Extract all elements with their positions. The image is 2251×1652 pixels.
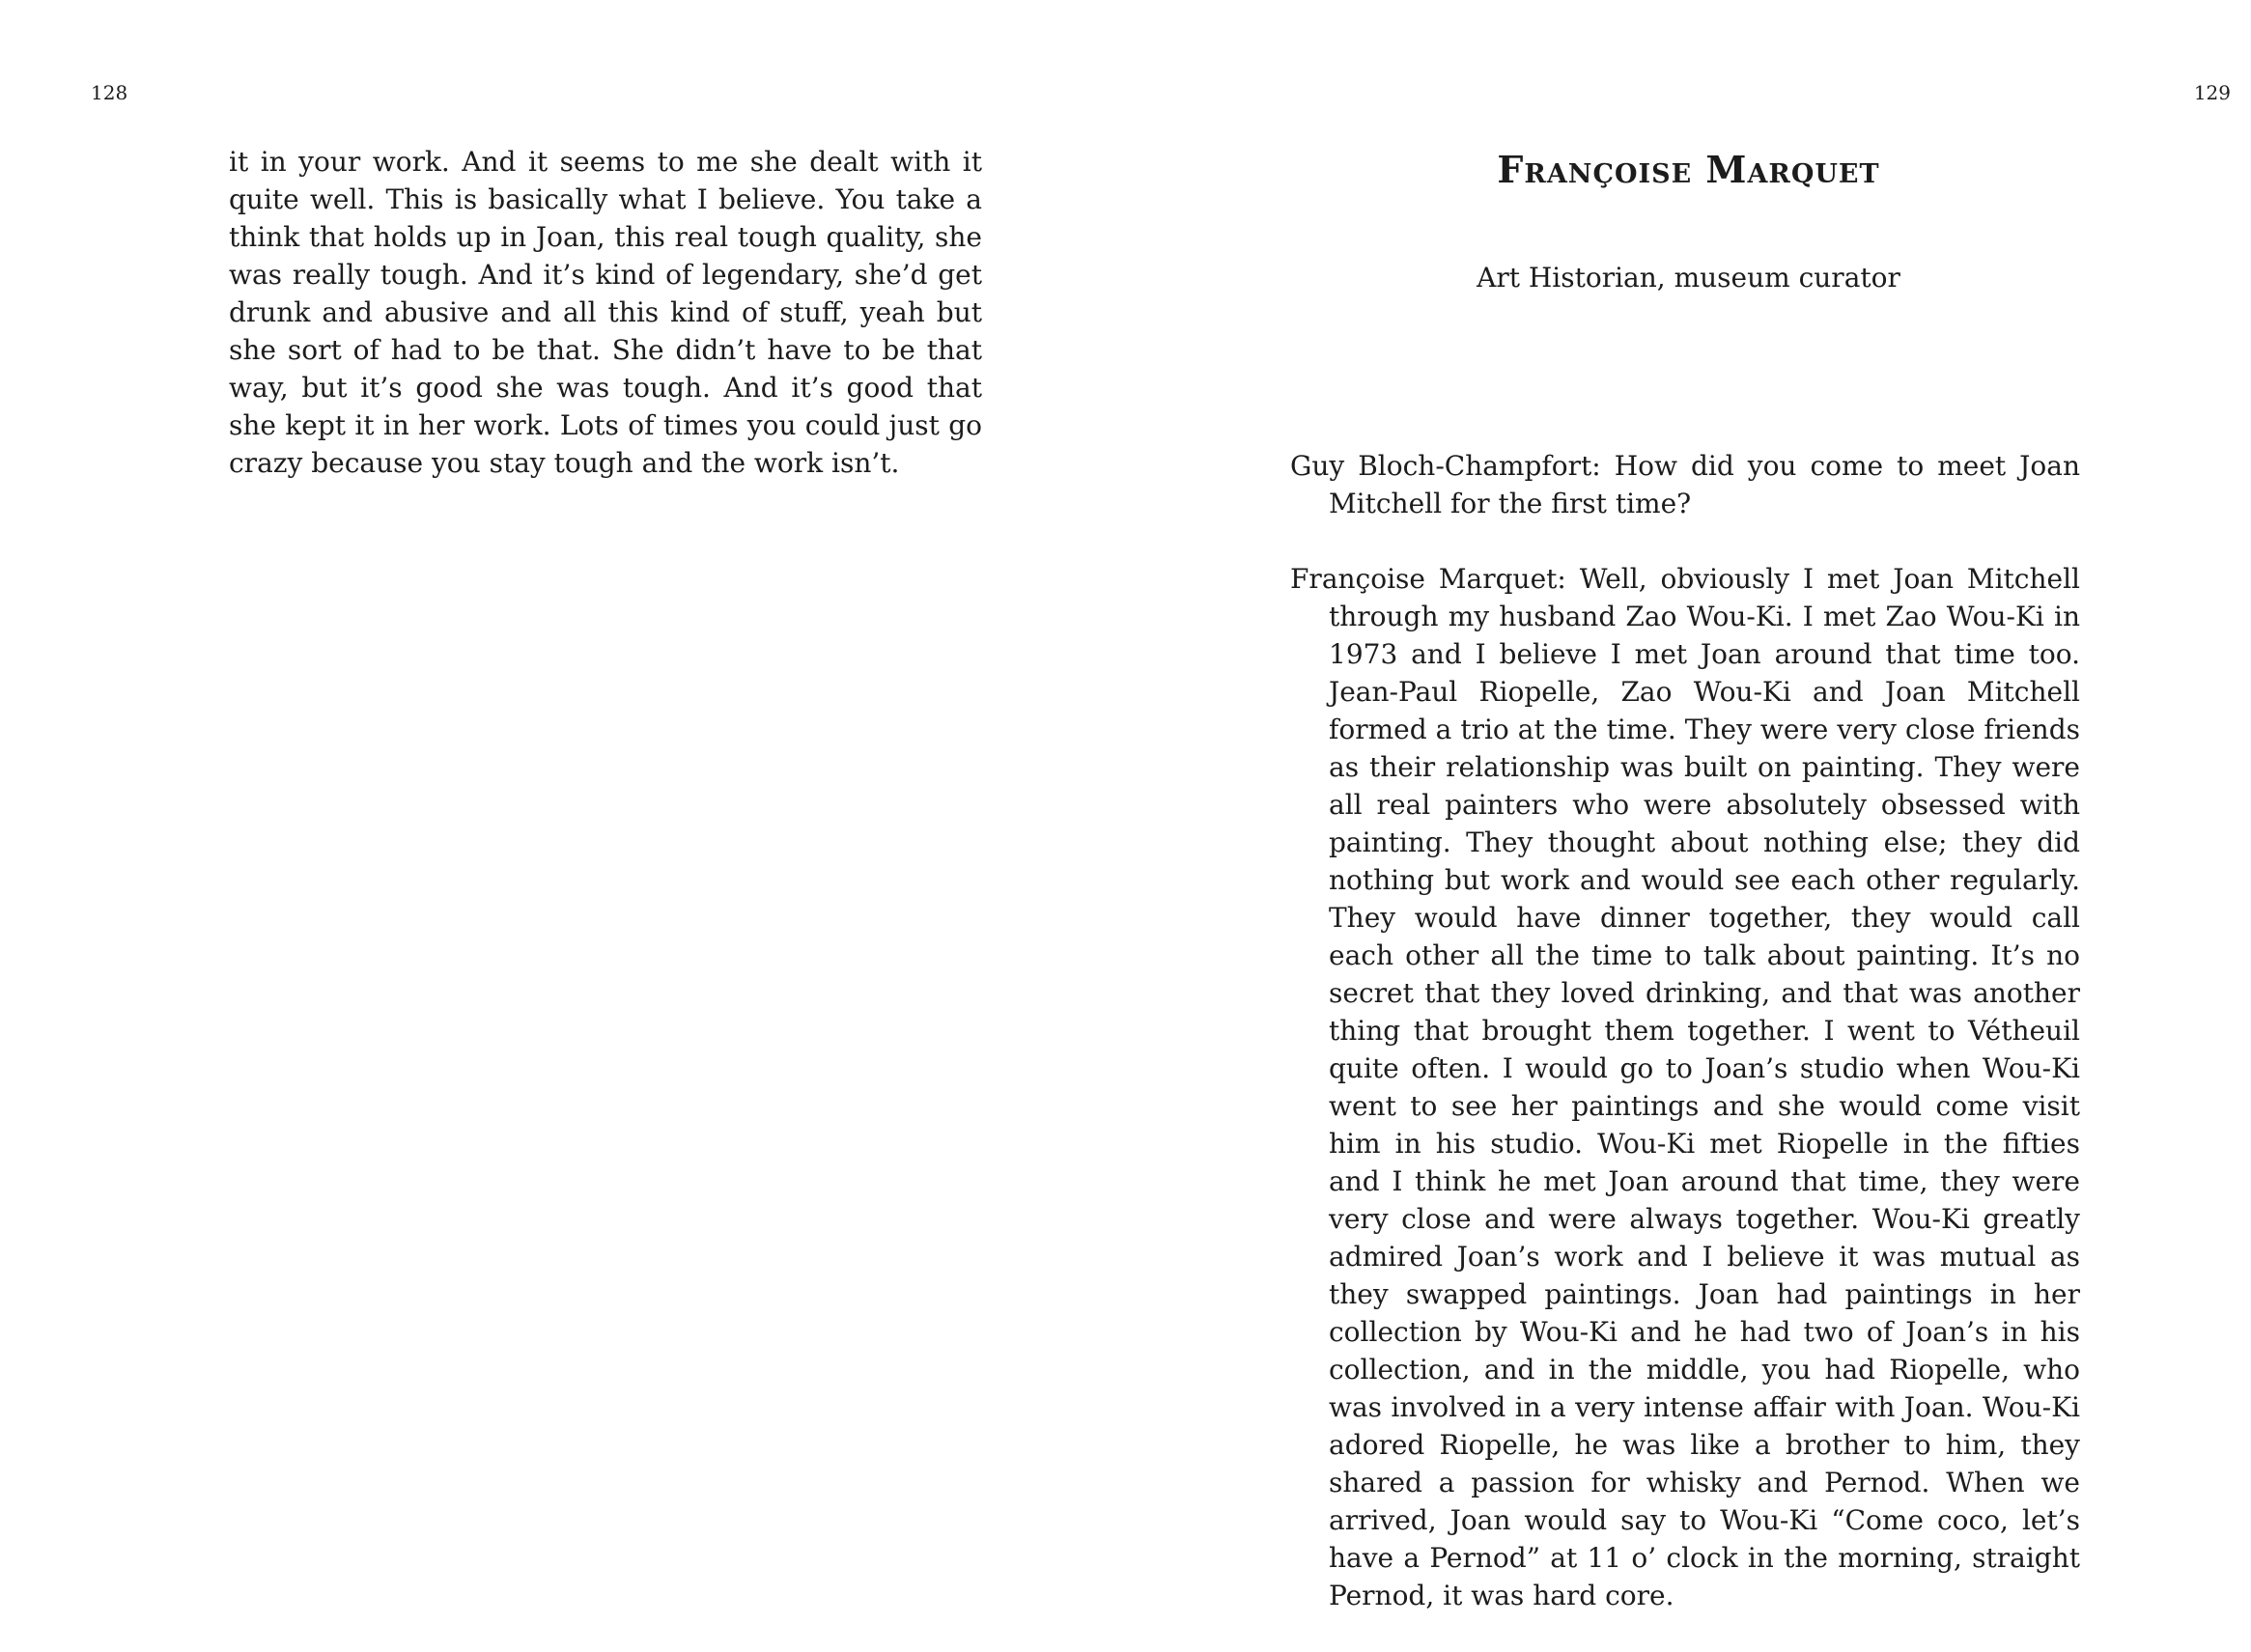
page-number-left: 128 bbox=[91, 81, 128, 104]
dialogue-text: Well, obviously I met Joan Mitchell through my husband Zao Wou-Ki. I met Zao Wou-Ki in 1973 and I believe I met Joan around that time too. Jean-Paul Riopelle, Zao Wou-Ki and Joan Mitchell formed a trio at the time. They were very close friends as their relationship was built on painting. They were all real painters who were absolutely obsessed with painting. They thought about nothing else; they did nothing but work and would see each other regularly. They would have dinner together, they would call each other all the time to talk about painting. It’s no secret that they loved drinking, and that was another thing that brought them together. I went to Vétheuil quite often. I would go to Joan’s studio when Wou-Ki went to see her paintings and she would come visit him in his studio. Wou-Ki met Riopelle in the fifties and I think he met Joan around that time, they were very close and were always together. Wou-Ki greatly admired Joan’s work and I believe it was mutual as they swapped paintings. Joan had paintings in her collection by Wou-Ki and he had two of Joan’s in his collection, and in the middle, you had Riopelle, who was involved in a very intense affair with Joan. Wou-Ki adored Riopelle, he was like a brother to him, they shared a passion for whisky and Pernod. When we arrived, Joan would say to Wou-Ki “Come coco, let’s have a Pernod” at 11 o’ clock in the morning, straight Pernod, it was hard core. bbox=[1329, 563, 2080, 1611]
right-page bbox=[1126, 0, 2251, 1611]
speaker-name: Françoise Marquet: bbox=[1290, 563, 1566, 595]
speaker-name: Guy Bloch-Champfort: bbox=[1290, 450, 1601, 482]
left-paragraph: it in your work. And it seems to me she dealt with it quite well. This is basically what I believe. You take a think that holds up in Joan, this real tough quality, she was really tough. And it’s kind of legendary, she’d get drunk and abusive and all this kind of stuff, yeah but she sort of had to be that. She didn’t have to be that way, but it’s good she was tough. And it’s good that she kept it in her work. Lots of times you could just go crazy because you stay tough and the work isn’t. bbox=[229, 146, 982, 479]
chapter-subtitle: Art Historian, museum curator bbox=[1477, 262, 1900, 294]
dialogue-text: How did you come to meet Joan Mitchell for the first time? bbox=[1329, 450, 2080, 519]
left-page bbox=[0, 0, 1125, 1597]
chapter-title: Françoise Marquet bbox=[1497, 148, 1880, 191]
interview-dialogue bbox=[1290, 447, 2080, 1652]
page-number-right: 129 bbox=[2193, 81, 2231, 104]
dialogue-entry bbox=[1290, 447, 2080, 522]
dialogue-entry bbox=[1290, 560, 2080, 1614]
